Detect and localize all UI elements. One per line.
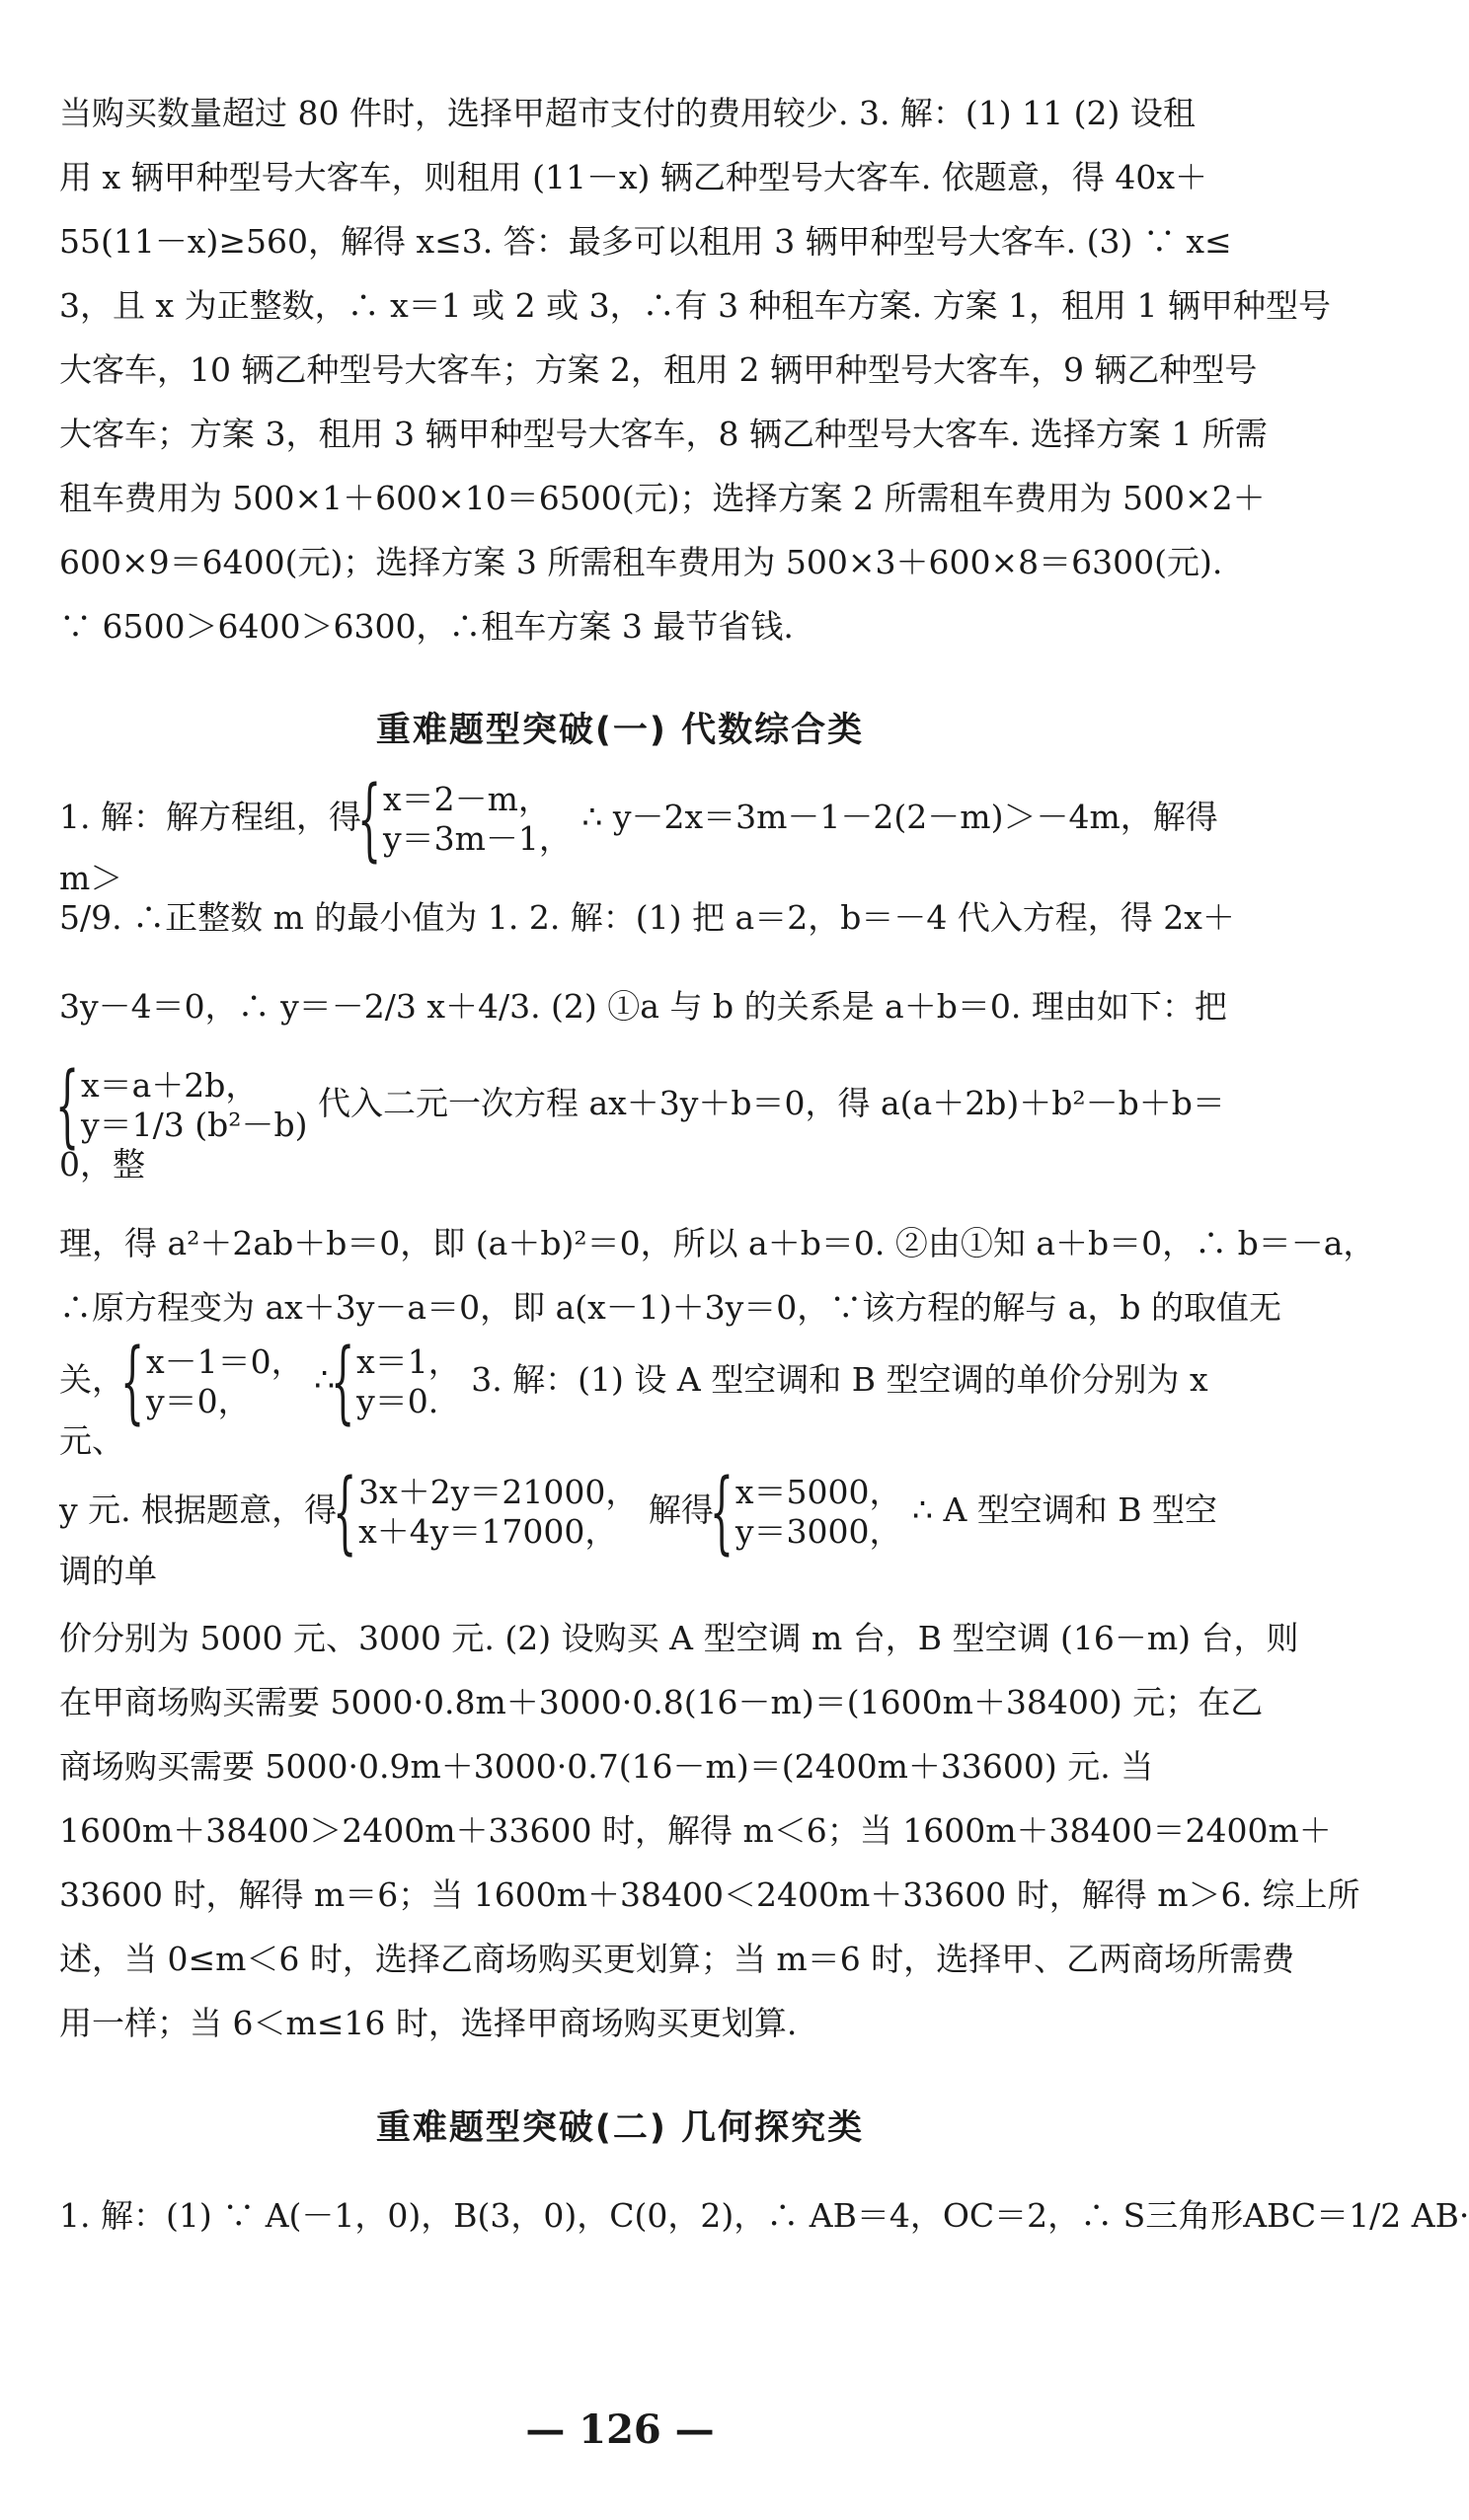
- text-line: 600×9＝6400(元)；选择方案 3 所需租车费用为 500×3＋600×8＝6300(元).: [59, 543, 1223, 581]
- page-number: — 126 —: [525, 2406, 715, 2453]
- text-line: 33600 时，解得 m＝6；当 1600m＋38400＜2400m＋33600 时，解得 m＞6. 综上所: [59, 1875, 1360, 1914]
- text-line: 商场购买需要 5000·0.9m＋3000·0.7(16－m)＝(2400m＋33600) 元. 当: [59, 1747, 1154, 1786]
- equation: { x－1＝0，: [146, 1342, 304, 1381]
- text-line: 大客车，10 辆乙种型号大客车；方案 2，租用 2 辆甲种型号大客车，9 辆乙种型号: [59, 350, 1258, 389]
- text-line: 1. 解：(1) ∵ A(－1，0)，B(3，0)，C(0，2)，∴ AB＝4，OC＝2，∴ S三角形ABC＝1/2 AB·: [59, 2196, 1469, 2235]
- text-line: 55(11－x)≥560，解得 x≤3. 答：最多可以租用 3 辆甲种型号大客车. (3) ∵ x≤: [59, 222, 1232, 261]
- text-line: 1600m＋38400＞2400m＋33600 时，解得 m＜6；当 1600m＋38400＝2400m＋: [59, 1811, 1332, 1850]
- text-fragment: 关，: [59, 1360, 124, 1399]
- section-heading: 重难题型突破(二) 几何探究类: [375, 2108, 865, 2148]
- equation-system: [124, 1342, 304, 1421]
- text-line: 5/9. ∴正整数 m 的最小值为 1. 2. 解：(1) 把 a＝2，b＝－4 代入方程，得 2x＋: [59, 898, 1235, 937]
- text-line: 用 x 辆甲种型号大客车，则租用 (11－x) 辆乙种型号大客车. 依题意，得 40x＋: [59, 158, 1207, 196]
- equation: y＝3000，: [734, 1512, 902, 1551]
- text-fragment: ∴ A 型空调和 B 型空调的单: [59, 1490, 1218, 1590]
- equation: y＝0，: [146, 1382, 251, 1420]
- equation-system: [714, 1473, 902, 1552]
- equation: { x＝1，: [356, 1342, 461, 1381]
- text-line: 价分别为 5000 元、3000 元. (2) 设购买 A 型空调 m 台，B 型空调 (16－m) 台，则: [59, 1619, 1299, 1657]
- text-line: 租车费用为 500×1＋600×10＝6500(元)；选择方案 2 所需租车费用为 500×2＋: [59, 479, 1266, 517]
- text-line: 3y－4＝0，∴ y＝－2/3 x＋4/3. (2) ①a 与 b 的关系是 a＋b＝0. 理由如下：把: [59, 987, 1227, 1026]
- text-line: 当购买数量超过 80 件时，选择甲超市支付的费用较少. 3. 解：(1) 11 (2) 设租: [59, 94, 1196, 132]
- equation: { x＝5000，: [734, 1473, 902, 1511]
- equation-system: [337, 1473, 638, 1552]
- equation: { x＝2－m，: [382, 780, 551, 818]
- text-line: ∴原方程变为 ax＋3y－a＝0，即 a(x－1)＋3y＝0，∵该方程的解与 a，b 的取值无: [59, 1288, 1282, 1327]
- equation: y＝1/3 (b²－b): [81, 1106, 308, 1144]
- equation-line: [59, 1066, 1240, 1184]
- equation: y＝0.: [356, 1382, 439, 1420]
- text-fragment: 解得: [638, 1490, 714, 1529]
- equation: { 3x＋2y＝21000，: [358, 1473, 639, 1511]
- text-line: 3，且 x 为正整数，∴ x＝1 或 2 或 3，∴有 3 种租车方案. 方案 1，租用 1 辆甲种型号: [59, 286, 1332, 325]
- text-fragment: ∴: [303, 1360, 336, 1399]
- text-line: 理，得 a²＋2ab＋b＝0，即 (a＋b)²＝0，所以 a＋b＝0. ②由①知 a＋b＝0，∴ b＝－a，: [59, 1224, 1376, 1262]
- text-line: ∵ 6500＞6400＞6300，∴租车方案 3 最节省钱.: [59, 607, 794, 646]
- text-fragment: 3. 解：(1) 设 A 型空调和 B 型空调的单价分别为 x 元、: [59, 1360, 1208, 1460]
- text-line: 大客车；方案 3，租用 3 辆甲种型号大客车，8 辆乙种型号大客车. 选择方案 1 所需: [59, 415, 1268, 453]
- equation-line: [59, 1342, 1240, 1461]
- equation-line: [59, 780, 1240, 898]
- section-heading: 重难题型突破(一) 代数综合类: [375, 711, 865, 750]
- equation: y＝3m－1，: [382, 819, 572, 858]
- equation-line: [59, 1473, 1240, 1591]
- text-fragment: ∴ y－2x＝3m－1－2(2－m)＞－4m，解得 m＞: [59, 798, 1218, 897]
- text-fragment: 1. 解：解方程组，得: [59, 798, 361, 836]
- equation: { x＝a＋2b，: [81, 1066, 259, 1105]
- equation: x＋4y＝17000，: [358, 1512, 618, 1551]
- text-fragment: y 元. 根据题意，得: [59, 1490, 338, 1529]
- text-line: 用一样；当 6＜m≤16 时，选择甲商场购买更划算.: [59, 2004, 798, 2042]
- text-fragment: 代入二元一次方程 ax＋3y＋b＝0，得 a(a＋2b)＋b²－b＋b＝0，整: [59, 1084, 1225, 1184]
- equation-system: [335, 1342, 461, 1421]
- text-line: 述，当 0≤m＜6 时，选择乙商场购买更划算；当 m＝6 时，选择甲、乙两商场所需费: [59, 1940, 1295, 1978]
- equation-system: [59, 1066, 307, 1145]
- equation-system: [361, 780, 572, 859]
- text-line: 在甲商场购买需要 5000·0.8m＋3000·0.8(16－m)＝(1600m＋38400) 元；在乙: [59, 1683, 1264, 1721]
